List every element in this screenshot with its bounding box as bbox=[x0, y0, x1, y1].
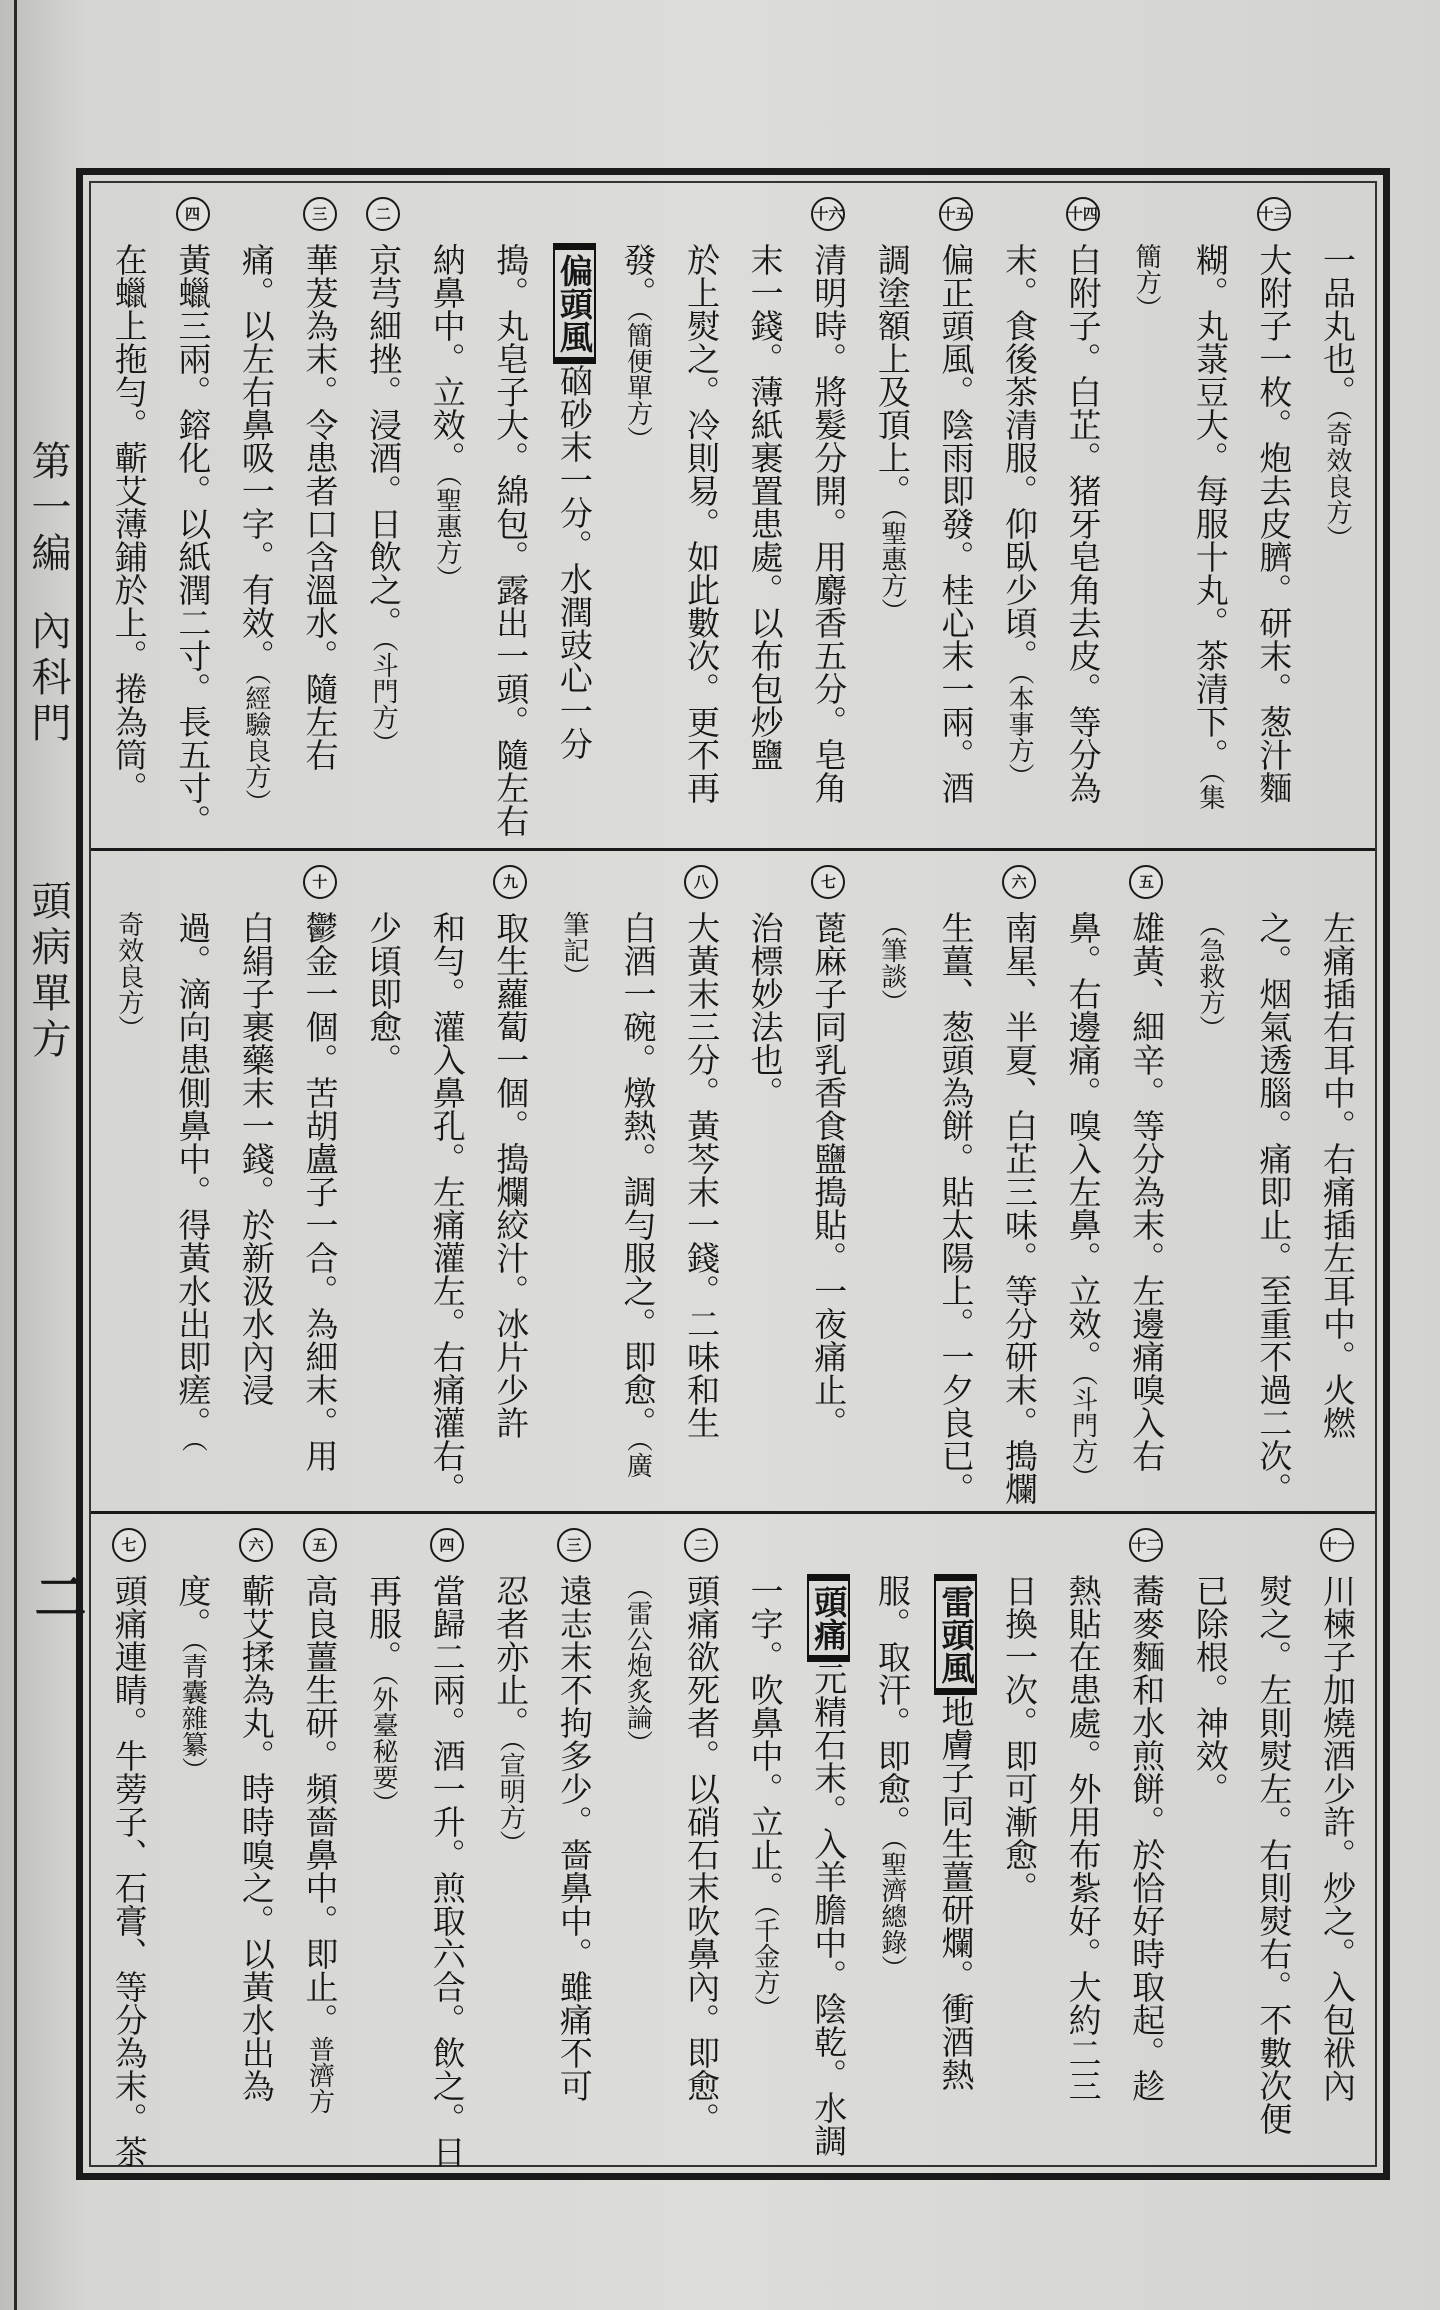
column-text bbox=[352, 243, 416, 756]
entry-number-circle: 十三 bbox=[1257, 197, 1291, 231]
section-top bbox=[91, 183, 1375, 851]
recipe-text: 遠志末不拘多少。嗇鼻中。雖痛不可 bbox=[554, 1574, 594, 2102]
section-middle bbox=[91, 851, 1375, 1514]
text-column bbox=[1178, 1514, 1242, 2181]
text-column bbox=[1178, 851, 1242, 1511]
column-text bbox=[987, 1574, 1051, 1904]
recipe-text: 取生蘿蔔一個。搗爛絞汁。冰片少許 bbox=[491, 911, 531, 1439]
text-column bbox=[97, 1514, 161, 2181]
text-column bbox=[224, 1514, 288, 2181]
source-citation: （經驗良方） bbox=[240, 672, 271, 815]
text-column bbox=[797, 183, 861, 848]
text-column bbox=[1305, 183, 1369, 848]
entry-number-circle: 十四 bbox=[1066, 197, 1100, 231]
text-column bbox=[415, 183, 479, 848]
recipe-text: 末。食後茶清服。仰臥少頃。 bbox=[1000, 243, 1040, 672]
recipe-text: 一字。吹鼻中。立止。 bbox=[745, 1574, 785, 1904]
source-citation: （青囊雜纂） bbox=[177, 1640, 208, 1783]
recipe-text: 當歸二兩。酒一升。煎取六合。飲之。日 bbox=[427, 1574, 467, 2168]
recipe-text: 過。滴向患側鼻中。得黃水出即瘥。 bbox=[173, 911, 213, 1439]
entry-number-circle: 二 bbox=[366, 197, 400, 231]
source-citation: （ bbox=[177, 1439, 208, 1452]
column-text bbox=[924, 243, 988, 804]
column-text bbox=[97, 243, 161, 804]
source-citation: （筆談） bbox=[876, 911, 907, 1015]
text-column bbox=[860, 851, 924, 1511]
text-column bbox=[479, 851, 543, 1511]
column-text bbox=[606, 1574, 670, 1756]
text-column bbox=[1305, 851, 1369, 1511]
column-text bbox=[97, 1574, 161, 2168]
text-column bbox=[97, 183, 161, 848]
section-heading: 偏頭風 bbox=[553, 243, 596, 364]
recipe-text: 大黃末三分。黃芩末一錢。二味和生 bbox=[682, 911, 722, 1439]
source-citation: 筆記） bbox=[558, 911, 589, 989]
text-column bbox=[224, 851, 288, 1511]
column-text bbox=[669, 1574, 733, 2135]
recipe-text: 硇砂末一分。水潤豉心一分 bbox=[554, 364, 594, 760]
column-text bbox=[288, 1574, 352, 2114]
text-column bbox=[1115, 851, 1179, 1511]
text-column bbox=[860, 1514, 924, 2181]
column-text bbox=[1305, 243, 1369, 551]
column-text bbox=[860, 243, 924, 624]
column-text bbox=[797, 911, 861, 1439]
column-text bbox=[1242, 911, 1306, 1505]
text-column bbox=[987, 1514, 1051, 2181]
recipe-text: 元精石末。入羊膽中。陰乾。水調 bbox=[809, 1662, 849, 2157]
entry-number-circle: 四 bbox=[430, 1528, 464, 1562]
recipe-text: 發。 bbox=[618, 243, 658, 309]
entry-number-circle: 十 bbox=[303, 865, 337, 899]
recipe-text: 蓖麻子同乳香食鹽搗貼。一夜痛止。 bbox=[809, 911, 849, 1439]
entry-number-circle: 十一 bbox=[1320, 1528, 1354, 1562]
spine-edge-line bbox=[14, 0, 17, 2310]
source-citation: （外臺秘要） bbox=[368, 1673, 399, 1816]
text-column bbox=[1242, 851, 1306, 1511]
entry-number-circle: 六 bbox=[239, 1528, 273, 1562]
text-column bbox=[924, 183, 988, 848]
text-column bbox=[1115, 183, 1179, 848]
recipe-text: 已除根。神效。 bbox=[1190, 1574, 1230, 1805]
column-text bbox=[924, 1574, 988, 2091]
column-text bbox=[352, 1574, 416, 1816]
recipe-text: 生薑、葱頭為餅。貼太陽上。一夕良已。 bbox=[936, 911, 976, 1505]
recipe-text: 頭痛欲死者。以硝石末吹鼻內。即愈。 bbox=[682, 1574, 722, 2135]
source-citation: （斗門方） bbox=[1067, 1373, 1098, 1490]
column-text bbox=[1051, 911, 1115, 1490]
text-column bbox=[606, 851, 670, 1511]
column-text bbox=[1178, 243, 1242, 810]
text-column bbox=[352, 183, 416, 848]
text-column bbox=[97, 851, 161, 1511]
column-text bbox=[733, 1574, 797, 2021]
recipe-text: 熨之。左則熨左。右則熨右。不數次便 bbox=[1254, 1574, 1294, 2135]
text-column bbox=[542, 851, 606, 1511]
column-text bbox=[1115, 243, 1179, 321]
column-text bbox=[1115, 911, 1179, 1472]
column-text bbox=[606, 243, 670, 452]
text-column bbox=[479, 1514, 543, 2181]
column-text bbox=[224, 1574, 288, 2102]
column-text bbox=[987, 243, 1051, 789]
entry-number-circle: 五 bbox=[303, 1528, 337, 1562]
column-text bbox=[415, 1574, 479, 2168]
recipe-text: 末一錢。薄紙裹置患處。以布包炒鹽 bbox=[745, 243, 785, 771]
column-text bbox=[860, 911, 924, 1015]
source-citation: （聖濟總錄） bbox=[876, 1838, 907, 1981]
recipe-text: 大附子一枚。炮去皮臍。研末。葱汁麵 bbox=[1254, 243, 1294, 804]
source-citation: （急救方） bbox=[1194, 911, 1225, 1041]
text-column bbox=[797, 1514, 861, 2181]
source-citation: （廣 bbox=[622, 1439, 653, 1478]
recipe-text: 糊。丸菉豆大。每服十丸。茶清下。 bbox=[1190, 243, 1230, 771]
text-column bbox=[479, 183, 543, 848]
text-column bbox=[161, 183, 225, 848]
text-column bbox=[733, 183, 797, 848]
entry-number-circle: 十五 bbox=[939, 197, 973, 231]
column-text bbox=[288, 243, 352, 771]
source-citation: （斗門方） bbox=[368, 639, 399, 756]
recipe-text: 白附子。白芷。猪牙皂角去皮。等分為 bbox=[1063, 243, 1103, 804]
entry-number-circle: 九 bbox=[493, 865, 527, 899]
text-column bbox=[352, 1514, 416, 2181]
recipe-text: 南星、半夏、白芷三味。等分研末。搗爛 bbox=[1000, 911, 1040, 1505]
column-text bbox=[479, 243, 543, 837]
text-column bbox=[542, 1514, 606, 2181]
column-text bbox=[288, 911, 352, 1472]
source-citation: （雷公炮炙論） bbox=[622, 1574, 653, 1756]
source-citation: （奇效良方） bbox=[1322, 408, 1352, 551]
recipe-text: 雄黃、細辛。等分為末。左邊痛嗅入右 bbox=[1127, 911, 1167, 1472]
column-text bbox=[1242, 243, 1306, 804]
text-column bbox=[733, 851, 797, 1511]
text-column bbox=[987, 851, 1051, 1511]
text-column bbox=[797, 851, 861, 1511]
column-text bbox=[479, 911, 543, 1439]
text-column bbox=[542, 183, 606, 848]
column-text bbox=[415, 911, 479, 1505]
column-text bbox=[479, 1574, 543, 1856]
source-citation: （千金方） bbox=[749, 1904, 780, 2021]
text-column bbox=[733, 1514, 797, 2181]
recipe-text: 痛。以左右鼻吸一字。有效。 bbox=[236, 243, 276, 672]
source-citation: （本事方） bbox=[1004, 672, 1035, 789]
column-text bbox=[797, 1574, 861, 2157]
text-column bbox=[415, 851, 479, 1511]
recipe-text: 搗。丸皂子大。綿包。露出一頭。隨左右 bbox=[491, 243, 531, 837]
source-citation: 簡方） bbox=[1131, 243, 1162, 321]
section-heading: 雷頭風 bbox=[934, 1574, 977, 1695]
source-citation: （集 bbox=[1194, 771, 1225, 810]
column-text bbox=[1305, 1574, 1369, 2102]
text-column bbox=[606, 1514, 670, 2181]
recipe-text: 京芎細挫。浸酒。日飲之。 bbox=[364, 243, 404, 639]
recipe-text: 服。取汗。即愈。 bbox=[872, 1574, 912, 1838]
text-column bbox=[669, 851, 733, 1511]
column-text bbox=[924, 911, 988, 1505]
column-text bbox=[669, 243, 733, 804]
column-text bbox=[1178, 911, 1242, 1041]
entry-number-circle: 二 bbox=[684, 1528, 718, 1562]
text-column bbox=[669, 183, 733, 848]
column-text bbox=[860, 1574, 924, 1981]
text-column bbox=[224, 183, 288, 848]
source-citation: （宣明方） bbox=[495, 1739, 526, 1856]
text-column bbox=[1242, 183, 1306, 848]
column-text bbox=[161, 1574, 225, 1783]
column-text bbox=[542, 1574, 606, 2102]
section-heading: 頭痛 bbox=[807, 1574, 850, 1662]
recipe-text: 治標妙法也。 bbox=[745, 911, 785, 1109]
text-column bbox=[415, 1514, 479, 2181]
recipe-text: 之。烟氣透腦。痛即止。至重不過二次。 bbox=[1254, 911, 1294, 1505]
entry-number-circle: 三 bbox=[557, 1528, 591, 1562]
text-column bbox=[1178, 183, 1242, 848]
source-citation: （簡便單方） bbox=[622, 309, 653, 452]
column-text bbox=[987, 911, 1051, 1505]
entry-number-circle: 八 bbox=[684, 865, 718, 899]
column-text bbox=[733, 243, 797, 771]
entry-number-circle: 六 bbox=[1002, 865, 1036, 899]
text-column bbox=[288, 183, 352, 848]
source-citation: 奇效良方） bbox=[113, 911, 144, 1041]
text-column bbox=[669, 1514, 733, 2181]
entry-number-circle: 七 bbox=[112, 1528, 146, 1562]
recipe-text: 鬱金一個。苦胡盧子一合。為細末。用 bbox=[300, 911, 340, 1472]
recipe-text: 偏正頭風。陰雨即發。桂心末一兩。酒 bbox=[936, 243, 976, 804]
column-text bbox=[1115, 1574, 1179, 2102]
column-text bbox=[1178, 1574, 1242, 1805]
text-frame-inner bbox=[89, 181, 1377, 2167]
recipe-text: 地膚子同生薑研爛。衝酒熱 bbox=[936, 1695, 976, 2091]
source-citation: （聖惠方） bbox=[431, 474, 462, 591]
section-bottom bbox=[91, 1514, 1375, 2181]
text-column bbox=[987, 183, 1051, 848]
recipe-text: 一品丸也。 bbox=[1318, 243, 1357, 408]
entry-number-circle: 十二 bbox=[1129, 1528, 1163, 1562]
entry-number-circle: 七 bbox=[811, 865, 845, 899]
text-frame bbox=[76, 168, 1390, 2180]
recipe-text: 和勻。灌入鼻孔。左痛灌左。右痛灌右。 bbox=[427, 911, 467, 1505]
recipe-text: 少頃即愈。 bbox=[364, 911, 404, 1076]
column-text bbox=[161, 911, 225, 1452]
entry-number-circle: 十六 bbox=[811, 197, 845, 231]
source-citation: （聖惠方） bbox=[876, 507, 907, 624]
text-column bbox=[1051, 183, 1115, 848]
page-number: 二 bbox=[25, 1570, 86, 1622]
column-text bbox=[224, 243, 288, 815]
entry-number-circle: 四 bbox=[176, 197, 210, 231]
text-column bbox=[1305, 1514, 1369, 2181]
column-text bbox=[161, 243, 225, 837]
column-text bbox=[352, 911, 416, 1076]
recipe-text: 度。 bbox=[173, 1574, 213, 1640]
column-text bbox=[542, 243, 606, 760]
recipe-text: 川楝子加燒酒少許。炒之。入包袱內 bbox=[1318, 1574, 1357, 2102]
text-column bbox=[860, 183, 924, 848]
recipe-text: 納鼻中。立效。 bbox=[427, 243, 467, 474]
recipe-text: 再服。 bbox=[364, 1574, 404, 1673]
recipe-text: 忍者亦止。 bbox=[491, 1574, 531, 1739]
margin-volume-label: 第一編 bbox=[25, 440, 71, 578]
recipe-text: 日換一次。即可漸愈。 bbox=[1000, 1574, 1040, 1904]
source-citation: 普濟方 bbox=[304, 2036, 335, 2114]
recipe-text: 左痛插右耳中。右痛插左耳中。火燃 bbox=[1318, 911, 1357, 1439]
column-text bbox=[733, 911, 797, 1109]
text-column bbox=[1242, 1514, 1306, 2181]
column-text bbox=[1305, 911, 1369, 1439]
text-column bbox=[924, 851, 988, 1511]
text-column bbox=[161, 851, 225, 1511]
recipe-text: 華茇為末。令患者口含溫水。隨左右 bbox=[300, 243, 340, 771]
text-column bbox=[1051, 1514, 1115, 2181]
recipe-text: 蘄艾揉為丸。時時嗅之。以黃水出為 bbox=[236, 1574, 276, 2102]
column-text bbox=[415, 243, 479, 591]
entry-number-circle: 三 bbox=[303, 197, 337, 231]
text-column bbox=[288, 851, 352, 1511]
margin-topic-label: 頭病單方 bbox=[25, 880, 71, 1064]
recipe-text: 調塗額上及頂上。 bbox=[872, 243, 912, 507]
recipe-text: 蕎麥麵和水煎餅。於恰好時取起。趁 bbox=[1127, 1574, 1167, 2102]
recipe-text: 在蠟上拖勻。蘄艾薄鋪於上。捲為筒。 bbox=[109, 243, 149, 804]
text-column bbox=[1051, 851, 1115, 1511]
column-text bbox=[797, 243, 861, 804]
recipe-text: 頭痛連睛。牛蒡子、石膏、等分為末。茶 bbox=[109, 1574, 149, 2168]
column-text bbox=[97, 911, 161, 1041]
recipe-text: 清明時。將髮分開。用麝香五分。皂角 bbox=[809, 243, 849, 804]
text-column bbox=[352, 851, 416, 1511]
column-text bbox=[1051, 243, 1115, 804]
recipe-text: 白酒一碗。燉熱。調勻服之。即愈。 bbox=[618, 911, 658, 1439]
recipe-text: 黃蠟三兩。鎔化。以紙潤二寸。長五寸。 bbox=[173, 243, 213, 837]
column-text bbox=[669, 911, 733, 1439]
entry-number-circle: 五 bbox=[1129, 865, 1163, 899]
recipe-text: 白絹子裹藥末一錢。於新汲水內浸 bbox=[236, 911, 276, 1406]
recipe-text: 於上熨之。冷則易。如此數次。更不再 bbox=[682, 243, 722, 804]
column-text bbox=[1051, 1574, 1115, 2102]
column-text bbox=[542, 911, 606, 989]
text-column bbox=[161, 1514, 225, 2181]
column-text bbox=[224, 911, 288, 1406]
recipe-text: 鼻。右邊痛。嗅入左鼻。立效。 bbox=[1063, 911, 1103, 1373]
recipe-text: 熱貼在患處。外用布紮好。大約二三 bbox=[1063, 1574, 1103, 2102]
margin-section-label: 內科門 bbox=[25, 610, 71, 748]
text-column bbox=[924, 1514, 988, 2181]
column-text bbox=[1242, 1574, 1306, 2135]
text-column bbox=[1115, 1514, 1179, 2181]
column-text bbox=[606, 911, 670, 1478]
text-column bbox=[606, 183, 670, 848]
text-column bbox=[288, 1514, 352, 2181]
recipe-text: 高良薑生研。頻嗇鼻中。即止。 bbox=[300, 1574, 340, 2036]
